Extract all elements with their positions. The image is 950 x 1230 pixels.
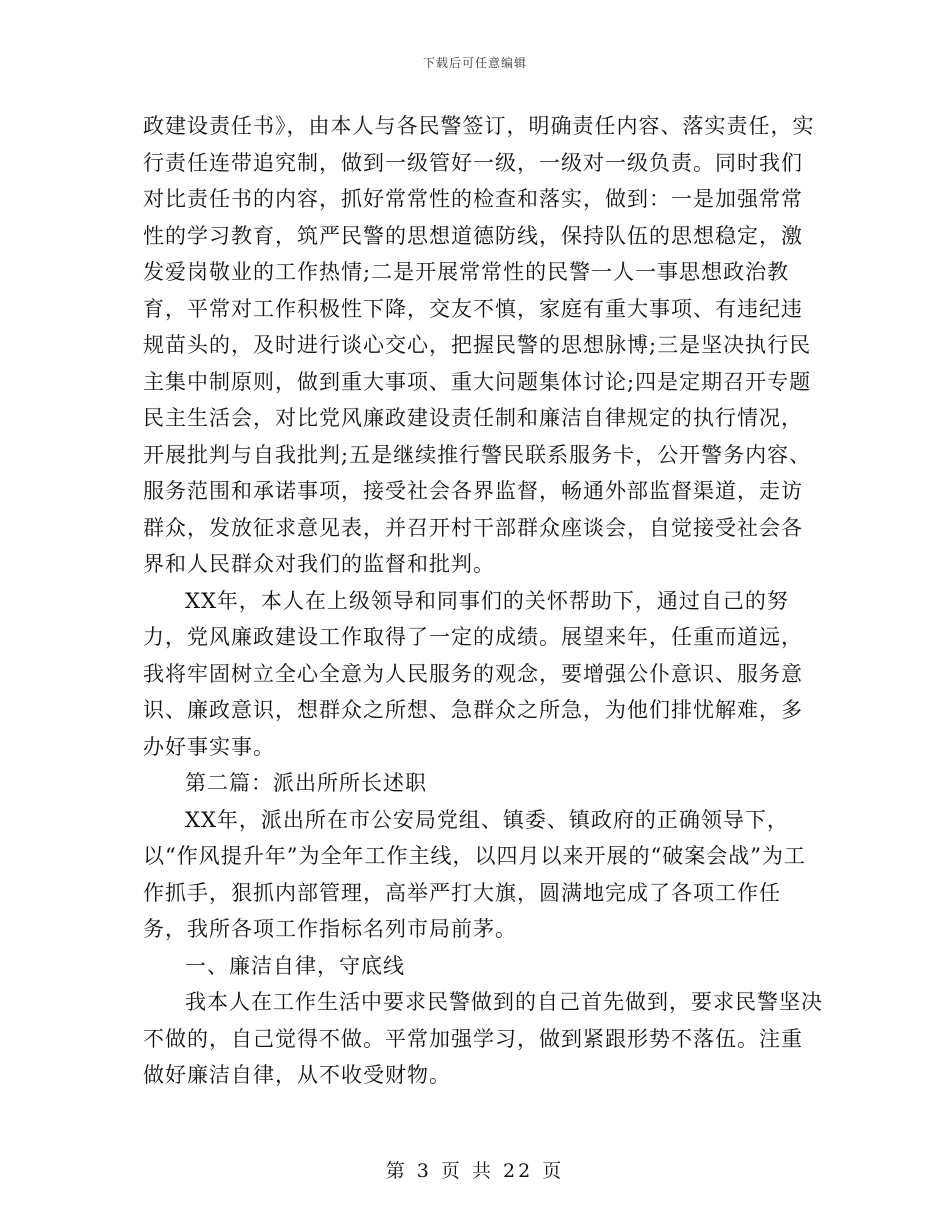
paragraph-responsibility: 政建设责任书》，由本人与各民警签订，明确责任内容、落实责任，实行责任连带追究制，做到一级管好一级，一级对一级负责。同时我们对比责任书的内容，抓好常常性的检查和落实，做到：一是加强常常性的学习教育，筑严民警的思想道德防线，保持队伍的思想稳定，激发爱岗敬业的工作热情;二是开展常常性的民警一人一事思想政治教育，平常对工作积极性下降，交友不慎，家庭有重大事项、有违纪违规苗头的，及时进行谈心交心，把握民警的思想脉博;三是坚决执行民主集中制原则，做到重大事项、重大问题集体讨论;四是定期召开专题民主生活会，对比党风廉政建设责任制和廉洁自律规定的执行情况，开展批判与自我批判;五是继续推行警民联系服务卡，公开警务内容、服务范围和承诺事项，接受社会各界监督，畅通外部监督渠道，走访群众，发放征求意见表，并召开村干部群众座谈会，自觉接受社会各界和人民群众对我们的监督和批判。 xyxy=(143,114,815,576)
page-number: 第 3 页 共 22 页 xyxy=(385,1160,565,1182)
paragraph-station-intro: XX年，派出所在市公安局党组、镇委、镇政府的正确领导下，以“作风提升年”为全年工作主线，以四月以来开展的“破案会战”为工作抓手，狠抓内部管理，高举严打大旗，圆满地完成了各项工作任务，我所各项工作指标名列市局前茅。 xyxy=(143,807,806,941)
paragraph-self-discipline: 我本人在工作生活中要求民警做到的自己首先做到，要求民警坚决不做的，自己觉得不做。平常加强学习，做到紧跟形势不落伍。注重做好廉洁自律，从不收受财物。 xyxy=(143,990,823,1087)
page-header-note: 下载后可任意编辑 xyxy=(422,56,527,70)
paragraph-summary: XX年，本人在上级领导和同事们的关怀帮助下，通过自己的努力，党风廉政建设工作取得了一定的成绩。展望来年，任重而道远，我将牢固树立全心全意为人民服务的观念，要增强公仆意识、服务意识、廉政意识，想群众之所想、急群众之所急，为他们排忧解难，多办好事实事。 xyxy=(143,588,803,759)
document-body xyxy=(143,108,823,1094)
section-title: 第二篇：派出所所长述职 xyxy=(185,771,427,795)
subsection-title: 一、廉洁自律，守底线 xyxy=(185,953,405,978)
